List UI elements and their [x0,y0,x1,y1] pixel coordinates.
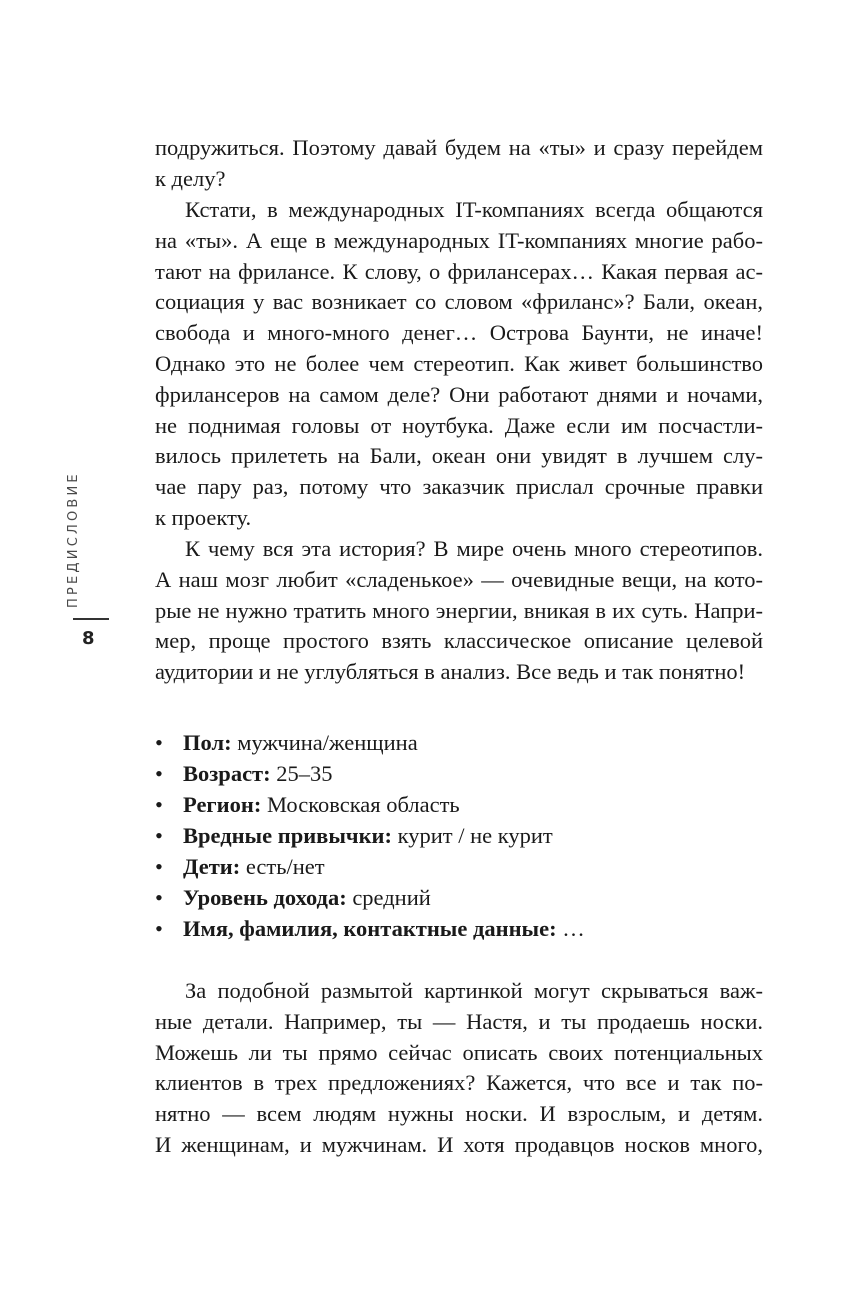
list-item [155,758,763,789]
text-line: чае пару раз, потому что заказчик прислал срочные правки [155,474,763,500]
text-line: мер, проще простого взять классическое описание целевой [155,628,763,654]
item-label: Уровень дохода: [183,885,347,910]
item-label: Имя, фамилия, контактные данные: [183,916,557,941]
list-item [155,727,763,758]
running-header [60,471,120,660]
item-value: курит / не курит [392,823,553,848]
text-line: нятно — всем людям нужны носки. И взрослым, и детям. [155,1101,763,1127]
list-item [155,882,763,913]
text-line: рые не нужно тратить много энергии, вникая в их суть. Напри- [155,597,763,623]
item-label: Возраст: [183,761,271,786]
audience-attributes-list [155,727,763,944]
text-line: аудитории и не углубляться в анализ. Все ведь и так понятно! [155,659,746,685]
page-number: 8 [82,628,95,649]
paragraph-3 [155,534,763,688]
item-value: мужчина/женщина [231,730,418,755]
text-line: Однако это не более чем стереотип. Как живет большинство [155,350,763,376]
paragraph-2 [155,195,763,534]
text-line: не поднимая головы от ноутбука. Даже если им посчастли- [155,412,763,438]
list-item [155,789,763,820]
item-value: Московская область [261,792,460,817]
text-line: клиентов в трех предложениях? Кажется, что все и так по- [155,1070,763,1096]
list-item [155,851,763,882]
text-line: Кстати, в международных IT-компаниях всегда общаются [185,197,763,222]
text-line: А наш мозг любит «сладенькое» — очевидные вещи, на кото- [155,566,763,592]
text-line: И женщинам, и мужчинам. И хотя продавцов носков много, [155,1131,763,1157]
list-item [155,820,763,851]
text-line: свобода и много-много денег… Острова Баунти, не иначе! [155,320,763,346]
item-value: есть/нет [240,854,325,879]
section-title: ПРЕДИСЛОВИЕ [66,471,81,608]
bullet-icon: • [155,761,163,786]
header-divider [73,618,109,620]
text-line: К чему вся эта история? В мире очень много стереотипов. [185,536,763,561]
bullet-icon: • [155,854,163,879]
text-line: За подобной размытой картинкой могут скрываться важ- [185,978,763,1003]
bullet-icon: • [155,885,163,910]
bullet-icon: • [155,730,163,755]
text-line: социация у вас возникает со словом «фриланс»? Бали, океан, [155,289,763,315]
item-value: 25–35 [270,761,333,786]
item-label: Регион: [183,792,262,817]
text-line: тают на фрилансе. К слову, о фрилансерах… Какая первая ас- [155,258,763,284]
text-line: Можешь ли ты прямо сейчас описать своих потенциальных [155,1039,763,1065]
text-line: на «ты». А еще в международных IT-компаниях многие рабо- [155,227,763,253]
item-label: Дети: [183,854,241,879]
item-label: Пол: [183,730,232,755]
list-item [155,913,763,944]
paragraph-4 [155,976,763,1161]
text-line: подружиться. Поэтому давай будем на «ты» и сразу перейдем [155,135,763,160]
text-line: фрилансеров на самом деле? Они работают днями и ночами, [155,381,763,407]
text-line: ные детали. Например, ты — Настя, и ты продаешь носки. [155,1008,763,1034]
bullet-icon: • [155,823,163,848]
item-value: средний [346,885,431,910]
text-line: к делу? [155,165,226,191]
text-line: к проекту. [155,504,252,530]
paragraph-1 [155,133,763,195]
bullet-icon: • [155,792,163,817]
item-value: … [556,916,585,941]
text-line: вилось прилететь на Бали, океан они увидят в лучшем слу- [155,443,763,469]
bullet-icon: • [155,916,163,941]
item-label: Вредные привычки: [183,823,393,848]
